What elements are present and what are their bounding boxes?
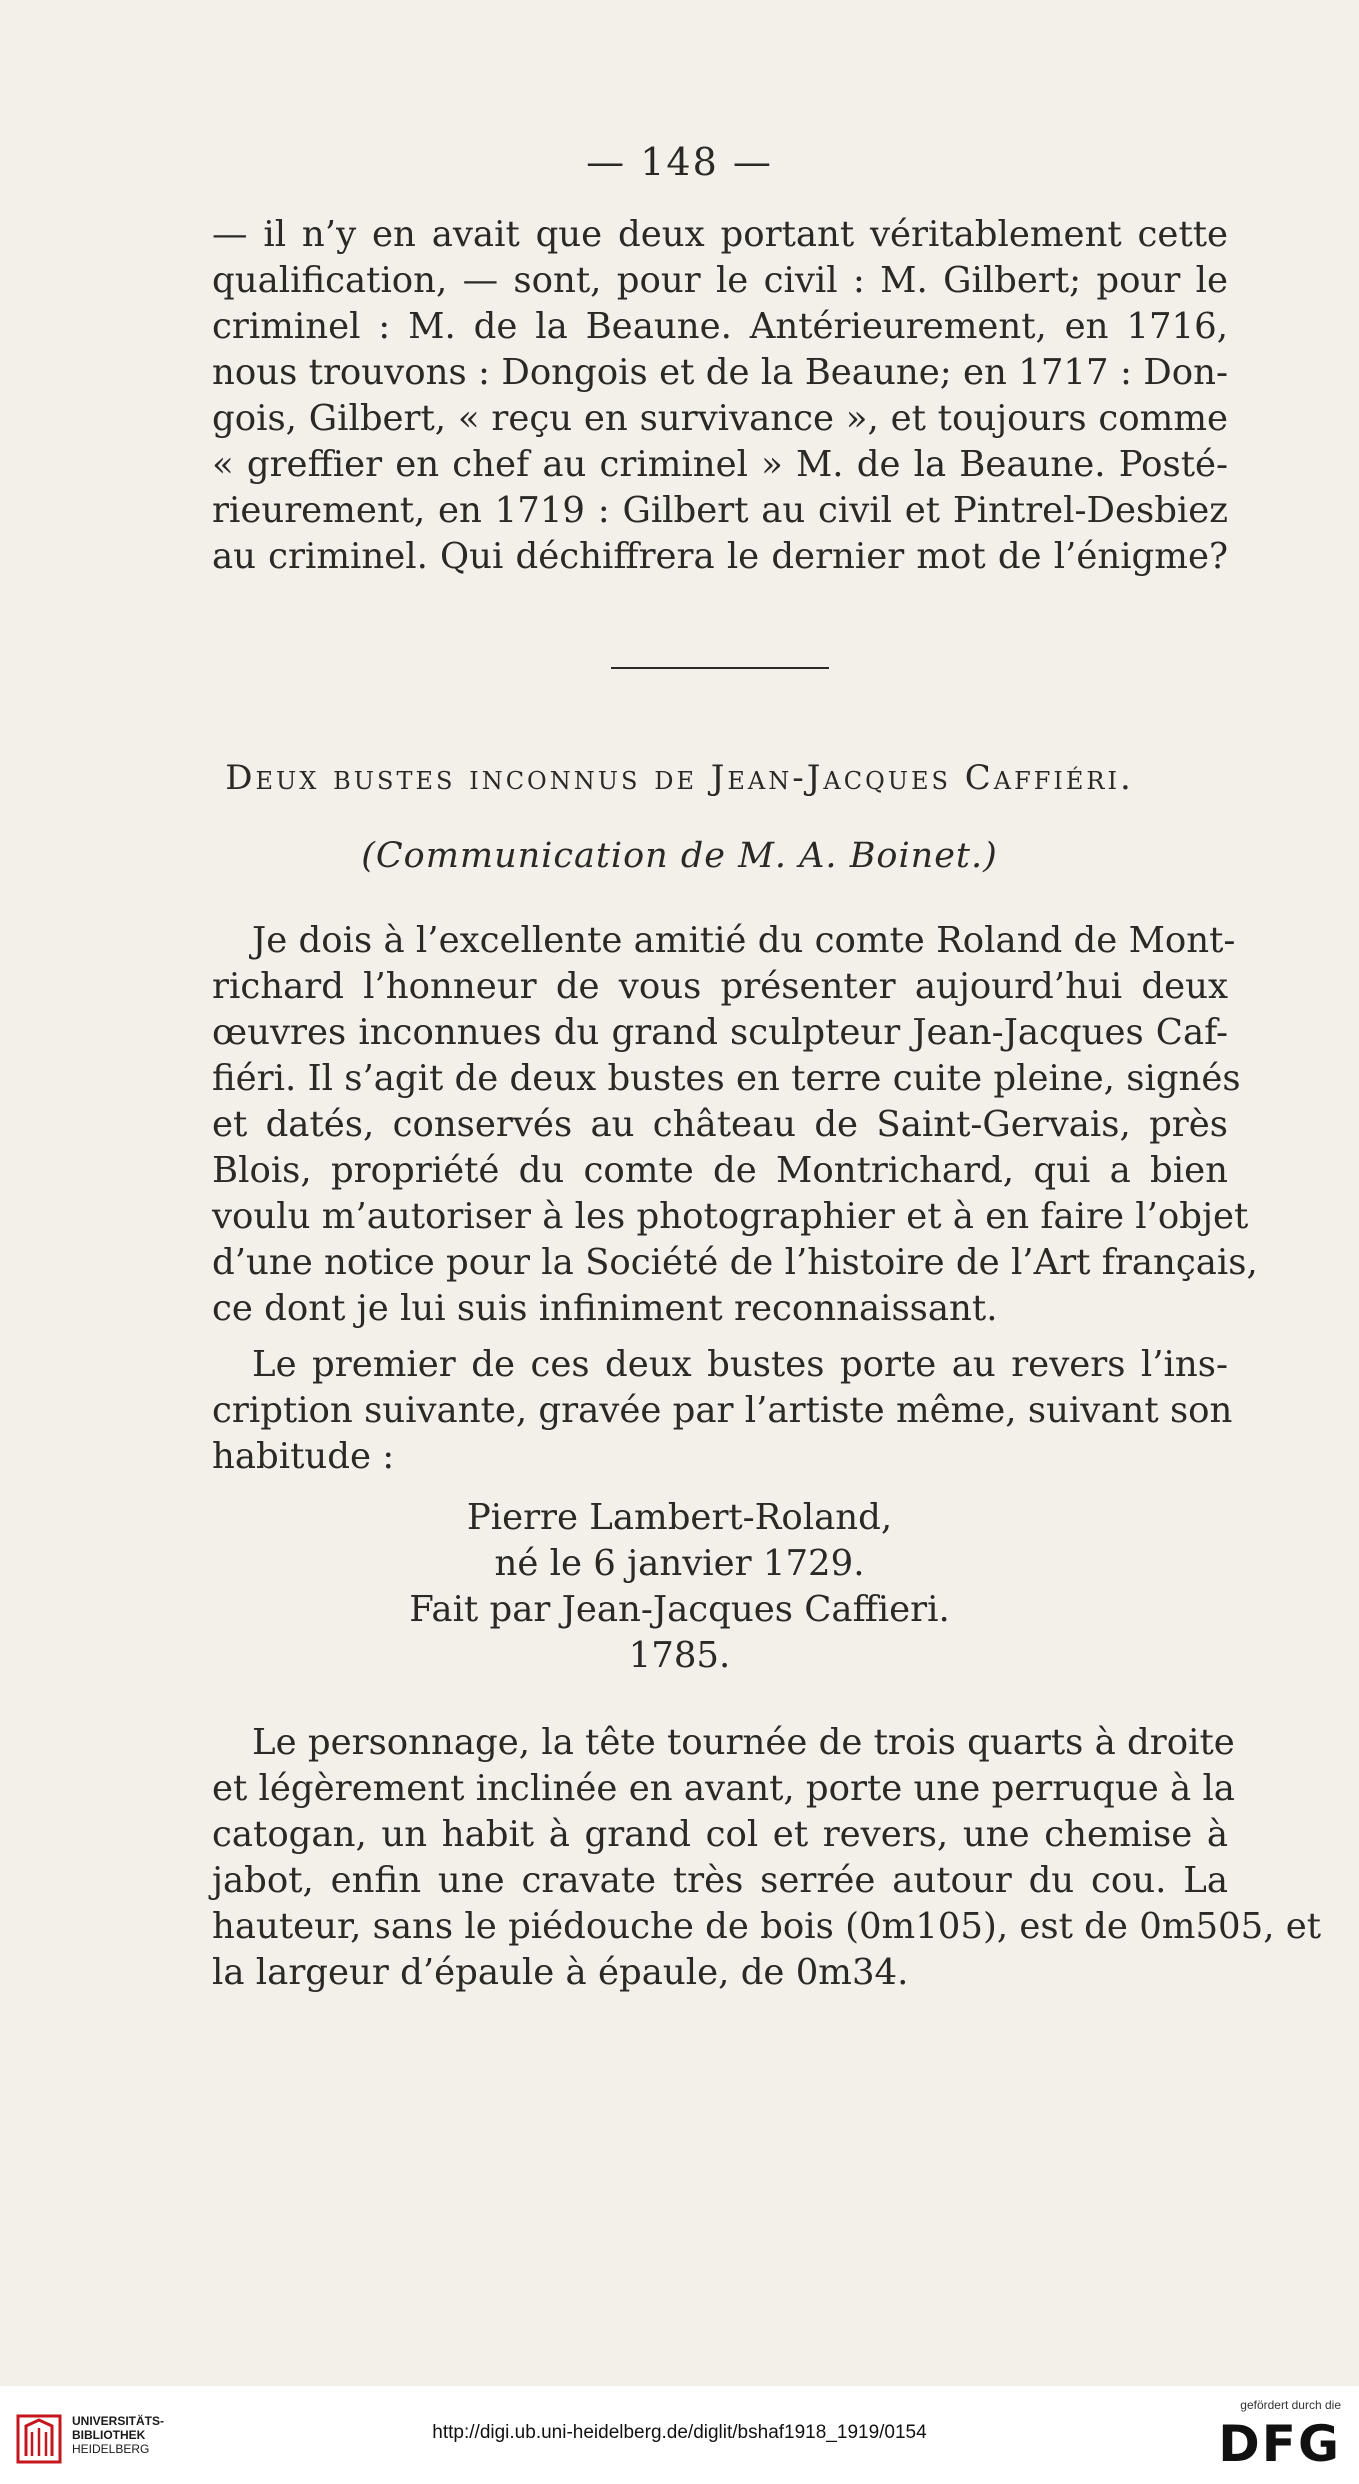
text-line: la largeur d’épaule à épaule, de 0m34. bbox=[212, 1952, 909, 1993]
library-name-line: HEIDELBERG bbox=[72, 2442, 150, 2456]
text-line: Le personnage, la tête tournée de trois quarts à droite bbox=[252, 1722, 1235, 1763]
library-name-line: UNIVERSITÄTS- bbox=[72, 2414, 165, 2428]
text-line: au criminel. Qui déchiffrera le dernier mot de l’énigme? bbox=[212, 536, 1228, 577]
page-number: — 148 — bbox=[586, 140, 773, 184]
text-line: catogan, un habit à grand col et revers, une chemise à bbox=[212, 1814, 1228, 1855]
inscription-line: né le 6 janvier 1729. bbox=[494, 1543, 865, 1584]
paragraph-3 bbox=[212, 1342, 1233, 1480]
text-line: Le premier de ces deux bustes porte au revers l’ins- bbox=[252, 1344, 1228, 1385]
permalink-url[interactable]: http://digi.ub.uni-heidelberg.de/diglit/bshaf1918_1919/0154 bbox=[432, 2422, 927, 2443]
text-line: voulu m’autoriser à les photographier et à en faire l’objet bbox=[212, 1196, 1249, 1237]
text-line: Blois, propriété du comte de Montrichard, qui a bien bbox=[212, 1150, 1228, 1191]
text-line: nous trouvons : Dongois et de la Beaune; en 1717 : Don- bbox=[212, 352, 1228, 393]
text-line: ce dont je lui suis infiniment reconnaissant. bbox=[212, 1288, 998, 1329]
text-line: Je dois à l’excellente amitié du comte Roland de Mont- bbox=[252, 920, 1236, 961]
text-line: jabot, enfin une cravate très serrée autour du cou. La bbox=[212, 1860, 1228, 1901]
section-byline: (Communication de M. A. Boinet.) bbox=[361, 836, 998, 876]
library-name-line: BIBLIOTHEK bbox=[72, 2428, 146, 2442]
dfg-logo: DFG bbox=[1218, 2415, 1341, 2473]
text-line: qualification, — sont, pour le civil : M. Gilbert; pour le bbox=[212, 260, 1228, 301]
paragraph-1 bbox=[212, 212, 1228, 580]
inscription-line: Fait par Jean-Jacques Caffieri. bbox=[409, 1589, 950, 1630]
paragraph-2 bbox=[212, 918, 1258, 1332]
text-line: fiéri. Il s’agit de deux bustes en terre cuite pleine, signés bbox=[212, 1058, 1241, 1099]
text-line: gois, Gilbert, « reçu en survivance », et toujours comme bbox=[212, 398, 1228, 439]
paragraph-4 bbox=[212, 1720, 1322, 1996]
inscription-line: 1785. bbox=[628, 1635, 731, 1676]
text-line: habitude : bbox=[212, 1436, 395, 1477]
text-line: d’une notice pour la Société de l’histoire de l’Art français, bbox=[212, 1242, 1258, 1283]
text-line: richard l’honneur de vous présenter aujourd’hui deux bbox=[212, 966, 1228, 1007]
viewer-footer bbox=[0, 2386, 1359, 2484]
text-line: et datés, conservés au château de Saint-Gervais, près bbox=[212, 1104, 1228, 1145]
text-line: et légèrement inclinée en avant, porte une perruque à la bbox=[212, 1768, 1235, 1809]
text-line: — il n’y en avait que deux portant véritablement cette bbox=[212, 214, 1228, 255]
text-line: criminel : M. de la Beaune. Antérieurement, en 1716, bbox=[212, 306, 1228, 347]
text-line: « greffier en chef au criminel » M. de la Beaune. Posté- bbox=[212, 444, 1228, 485]
text-line: hauteur, sans le piédouche de bois (0m105), est de 0m505, et bbox=[212, 1906, 1322, 1947]
text-line: œuvres inconnues du grand sculpteur Jean-Jacques Caf- bbox=[212, 1012, 1228, 1053]
inscription-line: Pierre Lambert-Roland, bbox=[466, 1497, 893, 1538]
section-heading: Deux bustes inconnus de Jean-Jacques Caffiéri. bbox=[225, 758, 1134, 798]
section-divider bbox=[611, 667, 829, 669]
text-line: cription suivante, gravée par l’artiste même, suivant son bbox=[212, 1390, 1233, 1431]
sponsor-caption: gefördert durch die bbox=[1240, 2398, 1341, 2412]
inscription-block bbox=[0, 1495, 1359, 1679]
text-line: rieurement, en 1719 : Gilbert au civil et Pintrel-Desbiez bbox=[212, 490, 1228, 531]
